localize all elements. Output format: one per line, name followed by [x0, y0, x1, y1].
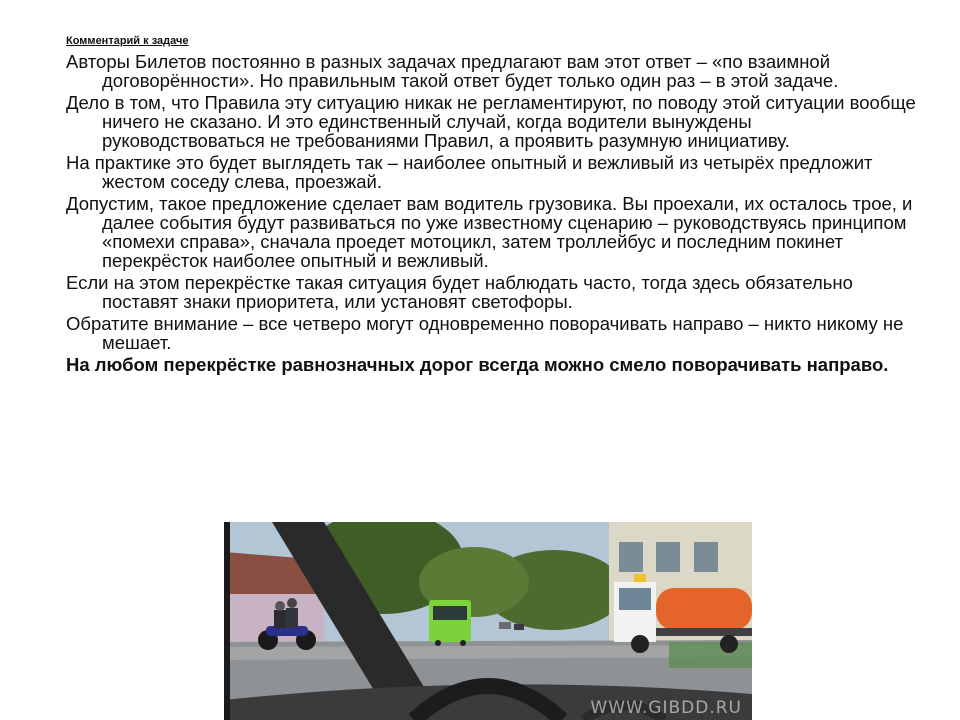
intersection-scene — [224, 522, 752, 720]
rider-2 — [286, 608, 298, 628]
intersection-photo — [224, 522, 752, 720]
watermark: WWW.GIBDD.RU — [590, 698, 742, 718]
tanker-frame — [656, 628, 752, 636]
building-window-3 — [694, 542, 718, 572]
paragraph-conclusion: На любом перекрёстке равнозначных дорог всегда можно смело поворачивать направо. — [66, 354, 889, 375]
paragraph-2: Дело в том, что Правила эту ситуацию никак не регламентируют, по поводу этой ситуации вообще ничего не сказано. И это единственный случай, когда водители вынуждены руководствоваться не требованиями Правил, а проявить разумную инициативу. — [66, 92, 916, 151]
tanker — [656, 588, 752, 630]
truck-wheel-rear — [720, 635, 738, 653]
comment-body — [66, 52, 916, 377]
paragraph-5: Если на этом перекрёстке такая ситуация будет наблюдать часто, тогда здесь обязательно поставят знаки приоритета, или установят светофоры. — [66, 272, 853, 312]
building-window-1 — [619, 542, 643, 572]
fence-right — [669, 642, 752, 668]
paragraph-3: На практике это будет выглядеть так – наиболее опытный и вежливый из четырёх предложит жестом соседу слева, проезжай. — [66, 152, 873, 192]
helmet-1 — [275, 601, 285, 611]
left-frame — [224, 522, 230, 720]
paragraph-6: Обратите внимание – все четверо могут одновременно поворачивать направо – никто никому не мешает. — [66, 313, 904, 353]
bus-wheel-left — [435, 640, 441, 646]
comment-title: Комментарий к задаче — [66, 35, 189, 47]
truck-beacon — [634, 574, 646, 582]
truck-windshield — [619, 588, 651, 610]
paragraph-4: Допустим, такое предложение сделает вам водитель грузовика. Вы проехали, их осталось трое, и далее события будут развиваться по уже известному сценарию – руководствуясь принципом «помехи справа», сначала проедет мотоцикл, затем троллейбус и последним покинет перекрёсток наиболее опытный и вежливый. — [66, 193, 913, 271]
paragraph-1: Авторы Билетов постоянно в разных задачах предлагают вам этот ответ – «по взаимной договорённости». Но правильным такой ответ будет только один раз – в этой задаче. — [66, 51, 839, 91]
bus-windshield — [433, 606, 467, 620]
building-window-2 — [656, 542, 680, 572]
bus-wheel-right — [460, 640, 466, 646]
helmet-2 — [287, 598, 297, 608]
distant-car-2 — [514, 624, 524, 630]
distant-car-1 — [499, 622, 511, 629]
truck-wheel-front — [631, 635, 649, 653]
rider-1 — [274, 610, 286, 628]
